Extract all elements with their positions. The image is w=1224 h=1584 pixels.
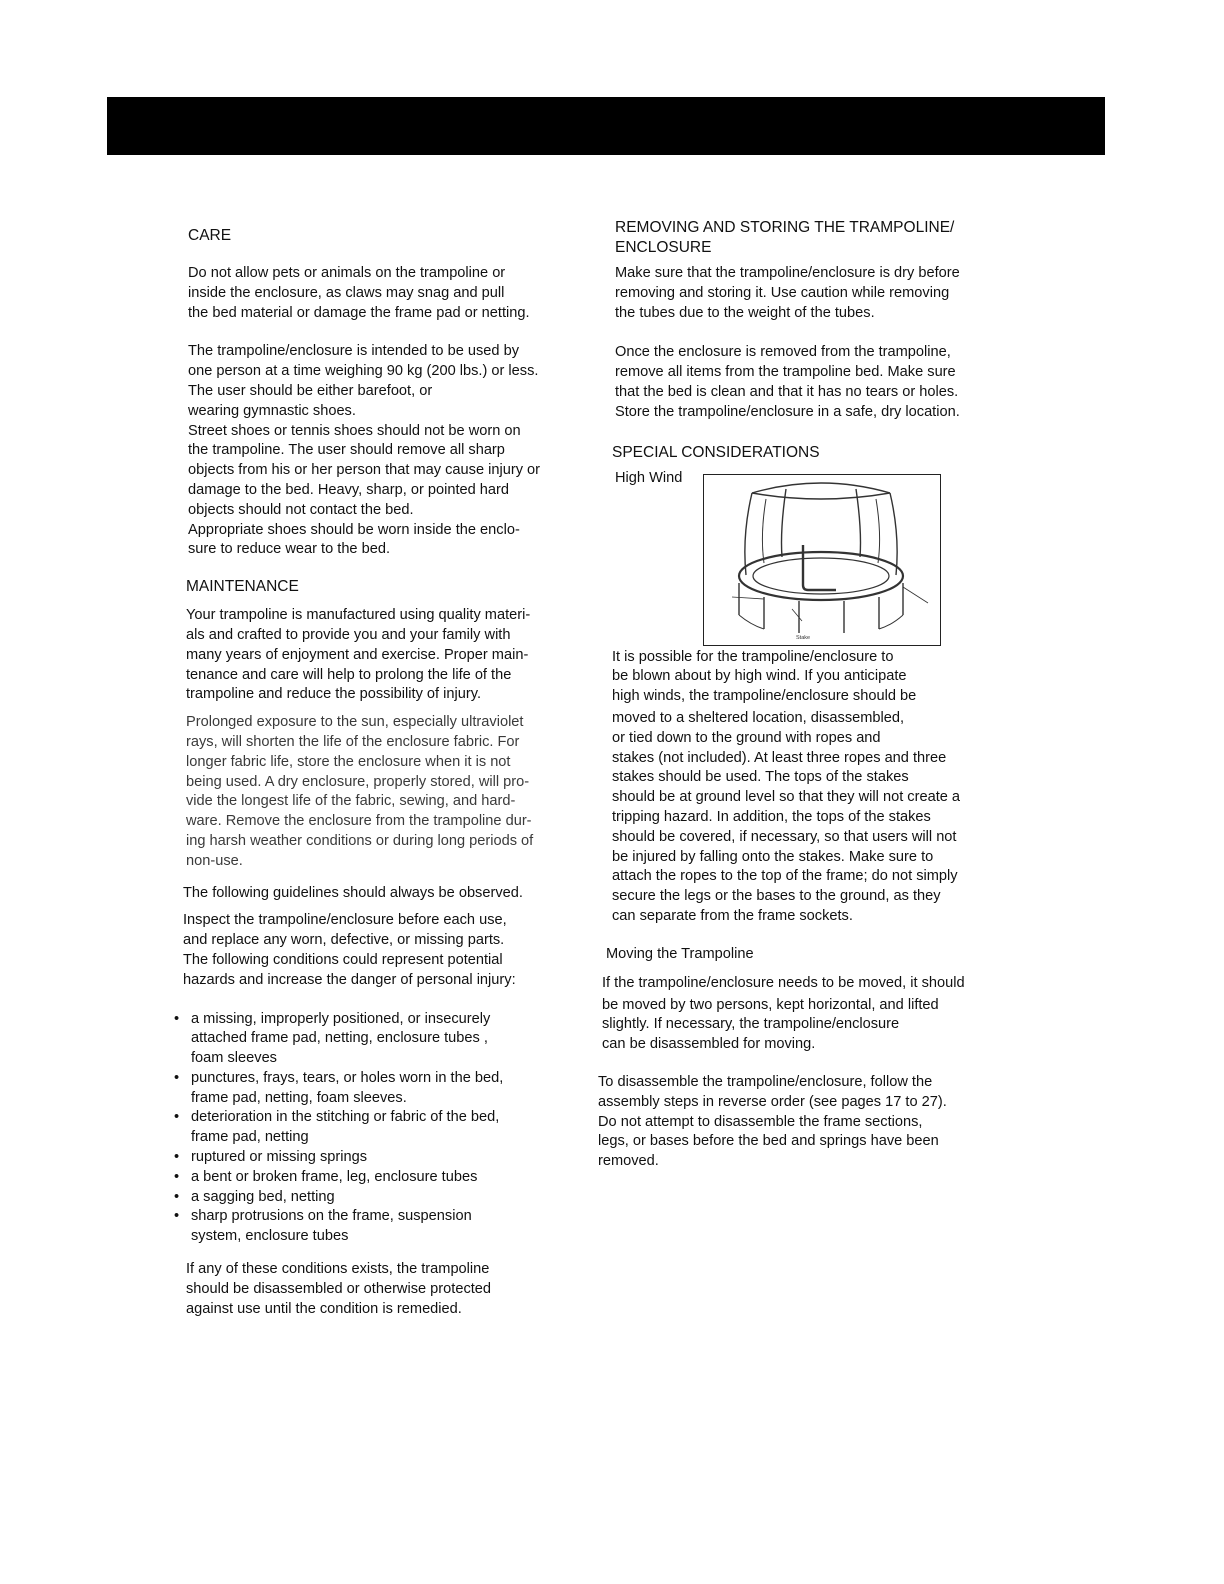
closing-paragraph: If any of these conditions exists, the trampoline should be disassembled or otherwise protected against use until the condition is remedied. <box>186 1261 492 1317</box>
removing-heading: REMOVING AND STORING THE TRAMPOLINE/ ENCLOSURE <box>615 219 955 256</box>
high-wind-section <box>612 463 1018 639</box>
care-paragraph-1: Do not allow pets or animals on the trampoline or inside the enclosure, as claws may snag and pull the bed material or damage the frame pad or netting. <box>188 265 530 321</box>
care-heading: CARE <box>188 227 232 244</box>
moving-paragraph: If the trampoline/enclosure needs to be moved, it should be moved by two persons, kept horizontal, and lifted slightly. If necessary, the trampoline/enclosure can be disassembled for moving. <box>602 974 965 1053</box>
list-item: • ruptured or missing springs <box>174 1149 368 1166</box>
left-column <box>174 226 591 1319</box>
list-item: • sharp protrusions on the frame, suspension system, enclosure tubes <box>174 1208 472 1245</box>
disassemble-paragraph: To disassemble the trampoline/enclosure, follow the assembly steps in reverse order (see pages 17 to 27). Do not attempt to disassemble the frame sections, legs, or bases before the bed and springs have been removed. <box>598 1073 947 1170</box>
maintenance-paragraph-4: Inspect the trampoline/enclosure before each use, and replace any worn, defective, or missing parts. The following conditions could represent potential hazards and increase the danger of personal injury: <box>183 912 516 988</box>
list-item: • punctures, frays, tears, or holes worn in the bed, frame pad, netting, foam sleeves. <box>174 1069 504 1106</box>
trampoline-enclosure-illustration <box>704 475 939 644</box>
list-item: • deterioration in the stitching or fabric of the bed, frame pad, netting <box>174 1109 500 1146</box>
list-item: • a sagging bed, netting <box>174 1188 335 1205</box>
special-considerations-heading: SPECIAL CONSIDERATIONS <box>612 443 820 461</box>
stake-label: Stake <box>796 634 811 641</box>
care-paragraph-2: The trampoline/enclosure is intended to be used by one person at a time weighing 90 kg (200 lbs.) or less. The user should be either barefoot, or wearing gymnastic shoes. Street shoes or tennis shoes should not be worn on the trampoline. The user should remove all sharp objects from his or her person that may cause injury or damage to the bed. Heavy, sharp, or pointed hard objects should not contact the bed. Appropriate shoes should be worn inside the enclo- sure to reduce wear to the bed. <box>188 343 541 558</box>
high-wind-paragraph: It is possible for the trampoline/enclosure to be blown about by high wind. If you anticipate high winds, the trampoline/enclosure should be moved to a sheltered location, disassembled, or tied down to the ground with ropes and stakes (not included). At least three ropes and three stakes should be used. The tops of the stakes should be at ground level so that they will not create a tripping hazard. In addition, the tops of the stakes should be covered, if necessary, so that users will not be injured by falling onto the stakes. Make sure to attach the ropes to the top of the frame; do not simply secure the legs or the bases to the ground, as they can separate from the frame sockets. <box>612 648 961 924</box>
header-bar <box>107 97 1105 155</box>
guidelines-line: The following guidelines should always be observed. <box>183 884 523 901</box>
maintenance-paragraph-2: Prolonged exposure to the sun, especially ultraviolet rays, will shorten the life of the enclosure fabric. For longer fabric life, store the enclosure when it is not being used. A dry enclosure, properly stored, will pro- vide the longest life of the fabric, sewing, and hard- ware. Remove the enclosure from the trampoline dur- ing harsh weather conditions or during long periods of non-use. <box>186 714 534 869</box>
removing-paragraph-2: Once the enclosure is removed from the trampoline, remove all items from the trampoline bed. Make sure that the bed is clean and that it has no tears or holes. Store the trampoline/enclosure in a safe, dry location. <box>615 344 960 420</box>
maintenance-heading: MAINTENANCE <box>186 578 299 596</box>
moving-heading: Moving the Trampoline <box>606 945 754 962</box>
removing-paragraph-1: Make sure that the trampoline/enclosure is dry before removing and storing it. Use caution while removing the tubes due to the weight of the tubes. <box>615 265 960 321</box>
high-wind-label: High Wind <box>615 469 683 486</box>
right-column <box>598 218 1018 1172</box>
list-item: • a missing, improperly positioned, or insecurely attached frame pad, netting, enclosure tubes , foam sleeves <box>174 1010 491 1067</box>
hazard-list <box>174 1010 591 1248</box>
list-item: • a bent or broken frame, leg, enclosure tubes <box>174 1168 478 1185</box>
trampoline-figure <box>703 474 941 646</box>
maintenance-paragraph-1: Your trampoline is manufactured using quality materi- als and crafted to provide you and your family with many years of enjoyment and exercise. Proper main- tenance and care will help to prolong the life of the trampoline and reduce the possibility of injury. <box>186 607 531 703</box>
